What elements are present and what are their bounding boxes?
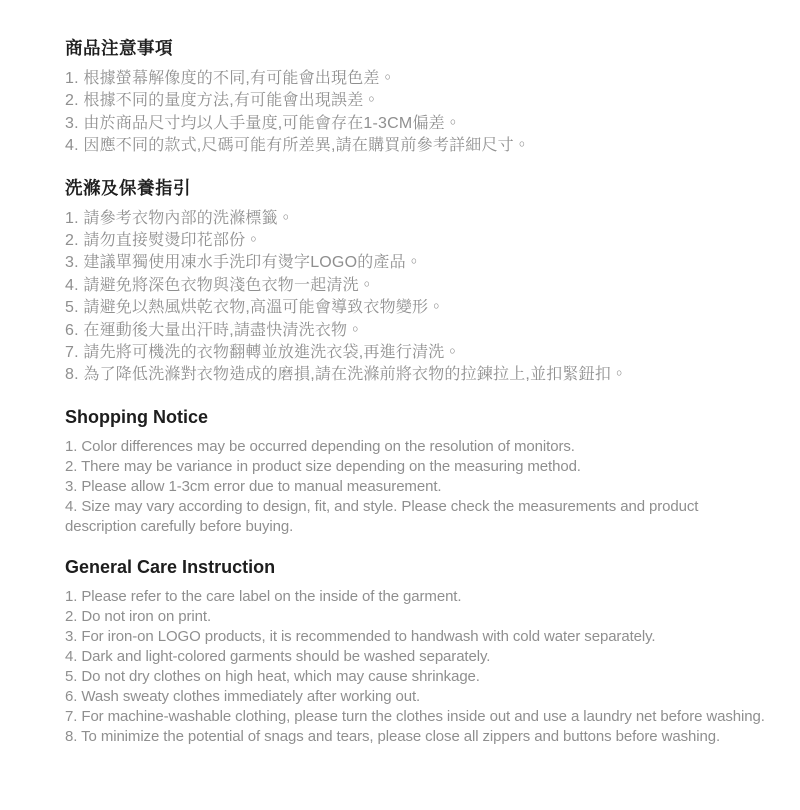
section-general-care-en (65, 555, 770, 747)
general-care-en-list (65, 587, 770, 747)
list-item: 5. Do not dry clothes on high heat, which may cause shrinkage. (65, 667, 480, 685)
list-item: 3. 由於商品尺寸均以人手量度,可能會存在1-3CM偏差。 (65, 114, 462, 132)
list-item: 6. 在運動後大量出汗時,請盡快清洗衣物。 (65, 321, 364, 339)
page-content (65, 36, 770, 747)
list-item: 4. Dark and light-colored garments should be washed separately. (65, 647, 491, 665)
section-care-guide-zh (65, 176, 770, 387)
product-notice-zh-list (65, 68, 770, 158)
list-item: 1. Color differences may be occurred depending on the resolution of monitors. (65, 437, 575, 455)
section-heading-product-notice-zh: 商品注意事項 (65, 38, 173, 58)
list-item: 3. For iron-on LOGO products, it is recommended to handwash with cold water separately. (65, 627, 656, 645)
care-guide-zh-list (65, 208, 770, 387)
section-heading-care-guide-zh: 洗滌及保養指引 (65, 177, 191, 198)
shopping-notice-en-list (65, 437, 770, 537)
list-item: 2. Do not iron on print. (65, 607, 212, 625)
list-item: 5. 請避免以熱風烘乾衣物,高溫可能會導致衣物變形。 (65, 299, 445, 317)
section-product-notice-zh (65, 36, 770, 158)
list-item: 2. There may be variance in product size depending on the measuring method. (65, 457, 581, 475)
list-item: 1. Please refer to the care label on the inside of the garment. (65, 587, 462, 605)
list-item: 6. Wash sweaty clothes immediately after working out. (65, 687, 421, 705)
list-item: 2. 根據不同的量度方法,有可能會出現誤差。 (65, 92, 380, 110)
list-item: 8. 為了降低洗滌對衣物造成的磨損,請在洗滌前將衣物的拉鍊拉上,並扣緊鈕扣。 (65, 366, 628, 384)
list-item: 4. Size may vary according to design, fit, and style. Please check the measurements and product description carefully before buying. (65, 497, 699, 535)
list-item: 8. To minimize the potential of snags and tears, please close all zippers and buttons before washing. (65, 727, 721, 745)
list-item: 7. For machine-washable clothing, please turn the clothes inside out and use a laundry net before washing. (65, 707, 765, 725)
list-item: 4. 因應不同的款式,尺碼可能有所差異,請在購買前參考詳細尺寸。 (65, 137, 531, 155)
list-item: 3. Please allow 1-3cm error due to manual measurement. (65, 477, 442, 495)
list-item: 3. 建議單獨使用凍水手洗印有燙字LOGO的產品。 (65, 254, 423, 272)
section-heading-general-care-en: General Care Instruction (65, 556, 276, 577)
list-item: 2. 請勿直接熨燙印花部份。 (65, 232, 262, 250)
section-heading-shopping-notice-en: Shopping Notice (65, 406, 208, 427)
section-shopping-notice-en (65, 405, 770, 537)
list-item: 1. 請參考衣物內部的洗滌標籤。 (65, 209, 294, 227)
list-item: 1. 根據螢幕解像度的不同,有可能會出現色差。 (65, 70, 396, 87)
list-item: 7. 請先將可機洗的衣物翻轉並放進洗衣袋,再進行清洗。 (65, 344, 461, 362)
list-item: 4. 請避免將深色衣物與淺色衣物一起清洗。 (65, 276, 375, 294)
